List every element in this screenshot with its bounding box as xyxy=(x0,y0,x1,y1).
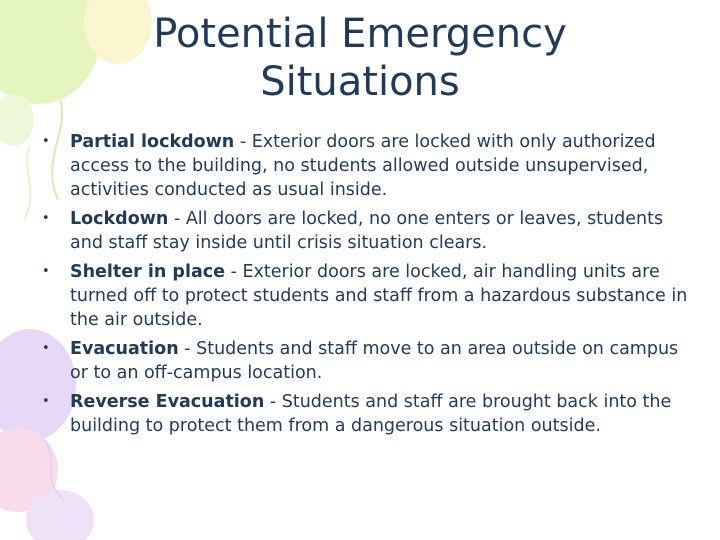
slide-title-line-1: Potential Emergency xyxy=(153,11,567,57)
balloon-string-icon xyxy=(24,146,30,220)
bullet-dot-icon: • xyxy=(42,394,50,409)
bullet-item-evacuation xyxy=(40,337,690,385)
bullet-term: Evacuation xyxy=(70,339,179,359)
slide-title-line-2: Situations xyxy=(260,59,460,105)
bullet-list xyxy=(40,130,690,443)
bullet-item-shelter-in-place xyxy=(40,260,690,332)
bullet-text: - Students and staff move to an area outside on campus or to an off-campus location. xyxy=(70,339,679,383)
slide-title xyxy=(60,10,660,106)
bullet-dot-icon: • xyxy=(42,341,50,356)
bullet-term: Reverse Evacuation xyxy=(70,392,265,412)
bullet-text: - Exterior doors are locked, air handling units are turned off to protect students and staff from a hazardous substance in the air outside. xyxy=(70,262,688,330)
bullet-dot-icon: • xyxy=(42,134,50,149)
bullet-item-partial-lockdown xyxy=(40,130,690,202)
bullet-dot-icon: • xyxy=(42,211,50,226)
bullet-term: Lockdown xyxy=(70,209,169,229)
bullet-item-lockdown xyxy=(40,207,690,255)
bullet-text: - Exterior doors are locked with only authorized access to the building, no students allowed outside unsupervised, activities conducted as usual inside. xyxy=(70,132,656,200)
bullet-term: Partial lockdown xyxy=(70,132,235,152)
bullet-text: - Students and staff are brought back into the building to protect them from a dangerous situation outside. xyxy=(70,392,672,436)
bullet-item-reverse-evacuation xyxy=(40,390,690,438)
bullet-term: Shelter in place xyxy=(70,262,226,282)
bullet-dot-icon: • xyxy=(42,264,50,279)
bullet-text: - All doors are locked, no one enters or leaves, students and staff stay inside until crisis situation clears. xyxy=(70,209,664,253)
